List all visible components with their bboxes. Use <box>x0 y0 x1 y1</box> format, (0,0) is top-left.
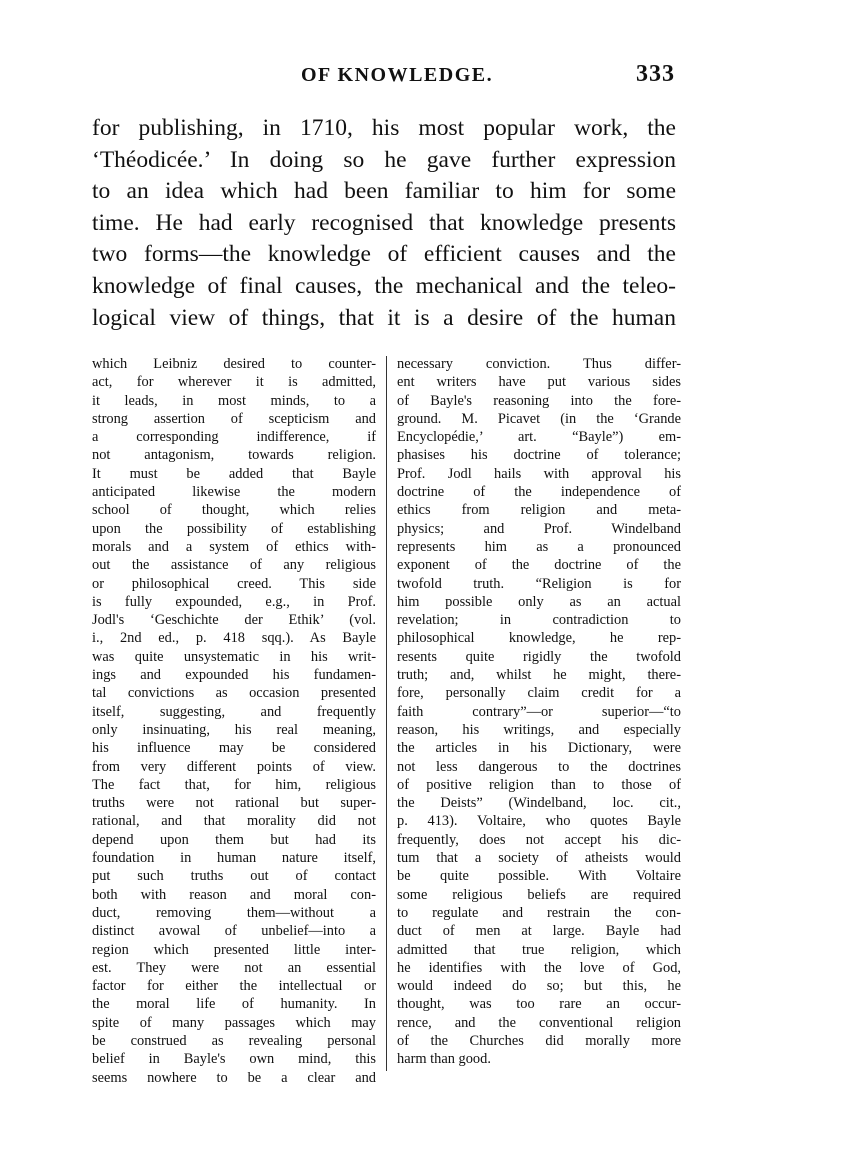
footnote-line: represents him as a pronounced <box>397 538 681 555</box>
footnote-line: admitted that true religion, which <box>397 941 681 958</box>
footnote-line: him possible only as an actual <box>397 593 681 610</box>
footnote-line: school of thought, which relies <box>92 502 376 519</box>
footnote-line: out the assistance of any religious <box>92 557 376 574</box>
column-divider <box>386 356 387 1071</box>
running-title: OF KNOWLEDGE. <box>301 64 494 86</box>
footnote-line: some religious beliefs are required <box>397 886 681 903</box>
footnote-line: put such truths out of contact <box>92 868 376 885</box>
footnote-line: be quite possible. With Voltaire <box>397 868 681 885</box>
footnote-line: duct of men at large. Bayle had <box>397 923 681 940</box>
footnote-line: Encyclopédie,’ art. “Bayle”) em- <box>397 429 681 446</box>
footnote-line: of Bayle's reasoning into the fore- <box>397 392 681 409</box>
footnote-line: truths were not rational but super- <box>92 795 376 812</box>
body-text-line: ‘Théodicée.’ In doing so he gave further expression <box>92 146 676 173</box>
footnote-line: not antagonism, towards religion. <box>92 447 376 464</box>
footnote-line: twofold truth. “Religion is for <box>397 575 681 592</box>
footnote-line: the Deists” (Windelband, loc. cit., <box>397 795 681 812</box>
footnote-line: depend upon them but had its <box>92 831 376 848</box>
body-text-line: to an idea which had been familiar to him for some <box>92 178 676 205</box>
footnote-line: of positive religion than to those of <box>397 776 681 793</box>
footnote-line: rational, and that morality did not <box>92 813 376 830</box>
footnote-line: morals and a system of ethics with- <box>92 538 376 555</box>
footnote-line: seems nowhere to be a clear and <box>92 1069 376 1086</box>
footnote-line: tum that a society of atheists would <box>397 850 681 867</box>
footnote-line: Prof. Jodl hails with approval his <box>397 465 681 482</box>
footnote-line: The fact that, for him, religious <box>92 776 376 793</box>
footnote-line: itself, suggesting, and frequently <box>92 703 376 720</box>
footnote-line: from very different points of view. <box>92 758 376 775</box>
footnote-line: a corresponding indifference, if <box>92 429 376 446</box>
footnote-line: distinct avowal of unbelief—into a <box>92 923 376 940</box>
footnote-line: his influence may be considered <box>92 740 376 757</box>
footnote-line: the articles in his Dictionary, were <box>397 740 681 757</box>
footnote-line: doctrine of the independence of <box>397 484 681 501</box>
footnote-line: est. They were not an essential <box>92 959 376 976</box>
footnote-line: not less dangerous to the doctrines <box>397 758 681 775</box>
footnote-line: duct, removing them—without a <box>92 904 376 921</box>
footnote-right-column <box>397 355 681 1069</box>
footnote-line: It must be added that Bayle <box>92 465 376 482</box>
footnote-line: ground. M. Picavet (in the ‘Grande <box>397 410 681 427</box>
page-number: 333 <box>636 61 675 87</box>
footnote-line: only insinuating, his real meaning, <box>92 721 376 738</box>
footnote-line: he identifies with the love of God, <box>397 959 681 976</box>
footnote-line: revelation; in contradiction to <box>397 612 681 629</box>
footnote-line: of the Churches did morally more <box>397 1032 681 1049</box>
footnote-line: would indeed do so; but this, he <box>397 978 681 995</box>
footnote-line: exponent of the doctrine of the <box>397 557 681 574</box>
footnote-line: strong assertion of scepticism and <box>92 410 376 427</box>
footnote-line: act, for wherever it is admitted, <box>92 374 376 391</box>
footnote-line: is fully expounded, e.g., in Prof. <box>92 593 376 610</box>
footnote-line: to regulate and restrain the con- <box>397 904 681 921</box>
main-text-block <box>92 113 676 334</box>
footnote-line: ings and expounded his fundamen- <box>92 667 376 684</box>
footnote-line: reason, his writings, and especially <box>397 721 681 738</box>
footnote-line: frequently, does not accept his dic- <box>397 831 681 848</box>
footnote-left-column <box>92 355 376 1087</box>
footnote-line: factor for either the intellectual or <box>92 978 376 995</box>
footnote-line: both with reason and moral con- <box>92 886 376 903</box>
footnote-line: be construed as revealing personal <box>92 1032 376 1049</box>
footnote-line: i., 2nd ed., p. 418 sqq.). As Bayle <box>92 630 376 647</box>
footnote-line: tal convictions as occasion presented <box>92 685 376 702</box>
footnote-line: faith contrary”—or superior—“to <box>397 703 681 720</box>
body-text-line: for publishing, in 1710, his most popular work, the <box>92 115 676 141</box>
footnote-line: Jodl's ‘Geschichte der Ethik’ (vol. <box>92 612 376 629</box>
footnote-line: phasises his doctrine of tolerance; <box>397 447 681 464</box>
footnote-line: p. 413). Voltaire, who quotes Bayle <box>397 813 681 830</box>
footnote-line: resents quite rigidly the twofold <box>397 648 681 665</box>
footnote-line: upon the possibility of establishing <box>92 520 376 537</box>
body-text-line: logical view of things, that it is a desire of the human <box>92 304 676 331</box>
footnote-line: philosophical knowledge, he rep- <box>397 630 681 647</box>
footnote-line: truth; and, whilst he might, there- <box>397 667 681 684</box>
footnote-line: fore, personally claim credit for a <box>397 685 681 702</box>
footnote-line: necessary conviction. Thus differ- <box>397 356 681 372</box>
page-header <box>92 58 677 98</box>
body-text-line: two forms—the knowledge of efficient causes and the <box>92 241 676 268</box>
footnote-line: ent writers have put various sides <box>397 374 681 391</box>
footnote-line: which Leibniz desired to counter- <box>92 356 376 372</box>
footnote-line: region which presented little inter- <box>92 941 376 958</box>
footnote-line: harm than good. <box>397 1051 491 1068</box>
footnote-line: rence, and the conventional religion <box>397 1014 681 1031</box>
footnote-line: or philosophical creed. This side <box>92 575 376 592</box>
footnote-line: physics; and Prof. Windelband <box>397 520 681 537</box>
footnote-line: the moral life of humanity. In <box>92 996 376 1013</box>
footnote-line: belief in Bayle's own mind, this <box>92 1051 376 1068</box>
footnote-line: spite of many passages which may <box>92 1014 376 1031</box>
footnote-line: thought, was too rare an occur- <box>397 996 681 1013</box>
footnote-line: ethics from religion and meta- <box>397 502 681 519</box>
body-text-line: time. He had early recognised that knowledge presents <box>92 209 676 236</box>
footnote-line: foundation in human nature itself, <box>92 850 376 867</box>
footnote-line: was quite unsystematic in his writ- <box>92 648 376 665</box>
footnote-line: it leads, in most minds, to a <box>92 392 376 409</box>
footnote-line: anticipated likewise the modern <box>92 484 376 501</box>
body-text-line: knowledge of final causes, the mechanical and the teleo- <box>92 272 676 299</box>
